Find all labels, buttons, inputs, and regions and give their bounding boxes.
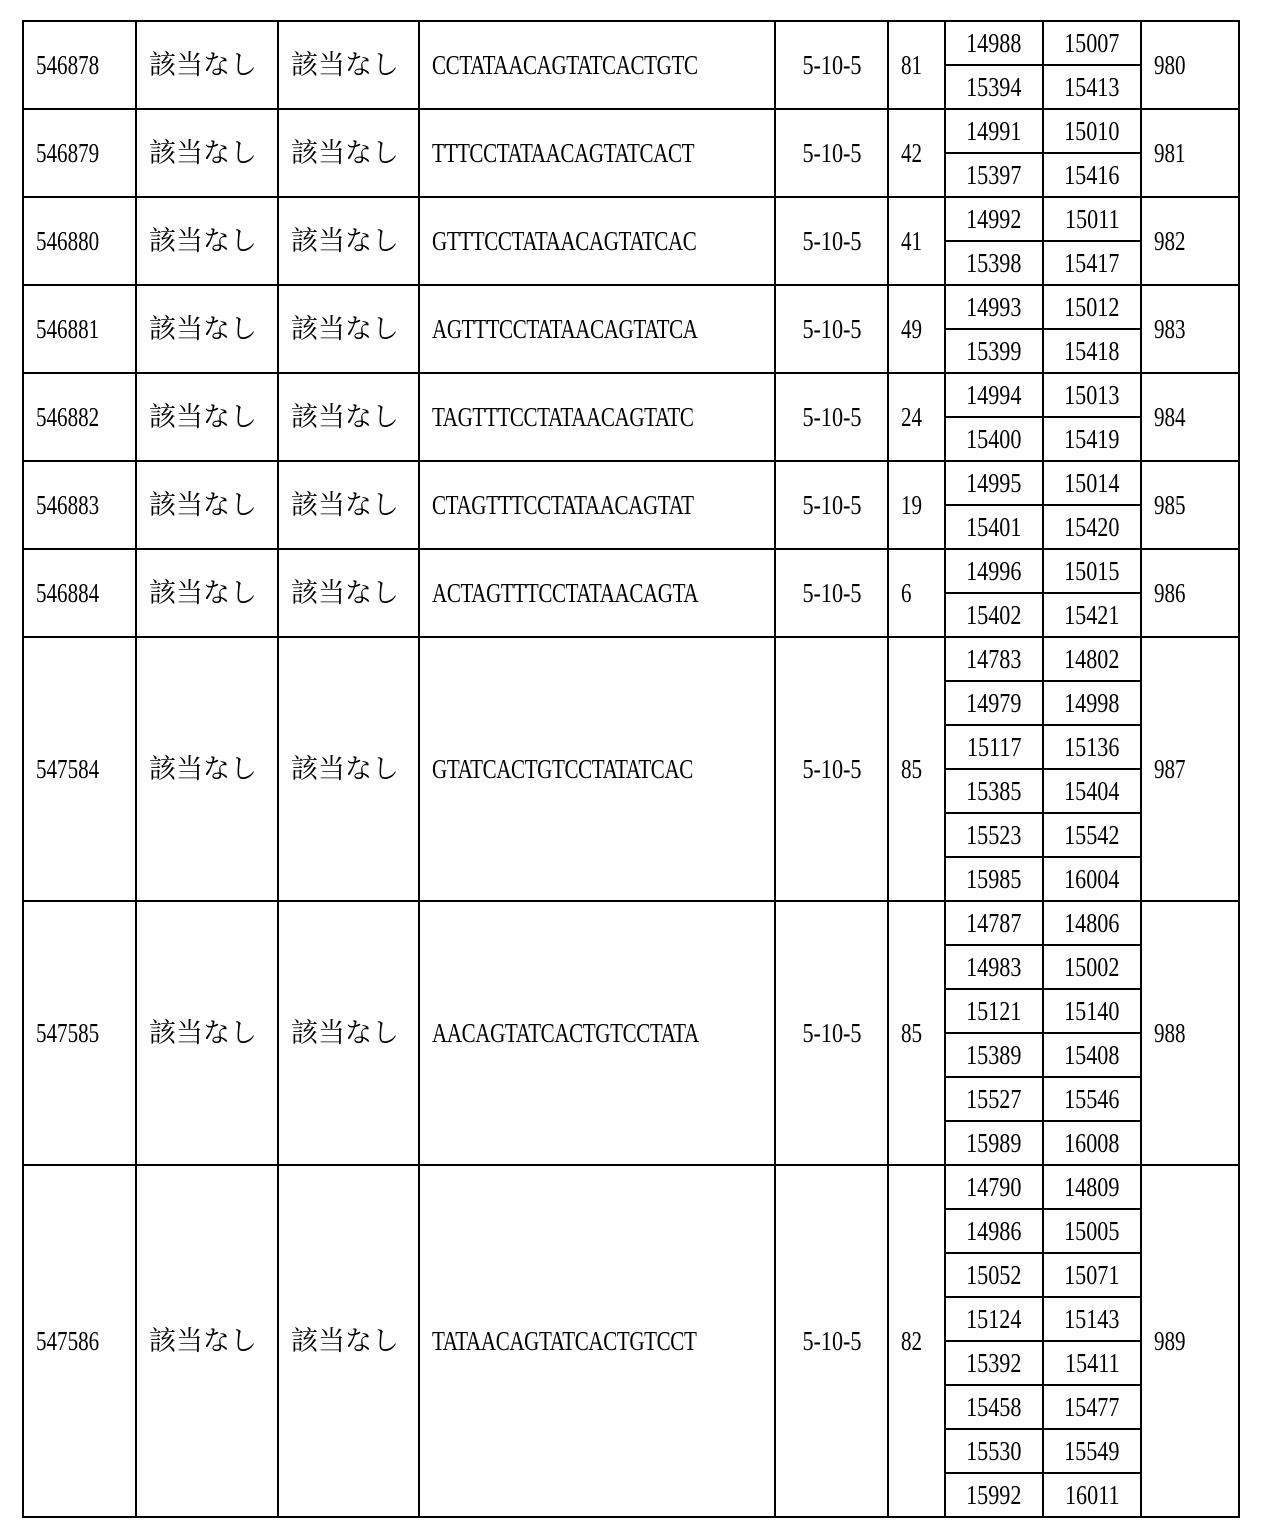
motif-cell — [775, 285, 888, 373]
seq-id-cell — [1141, 285, 1239, 373]
sequence-cell-text: CCTATAACAGTATCACTGTC — [432, 49, 698, 80]
site-start-cell-text: 15458 — [966, 1391, 1022, 1422]
start-site-cell-text: 該当なし — [149, 577, 257, 609]
site-start-cell — [945, 285, 1043, 329]
stop-site-cell — [278, 461, 419, 549]
site-stop-cell-text: 15416 — [1064, 159, 1120, 190]
sequence-cell-text: GTATCACTGTCCTATATCAC — [432, 753, 693, 784]
site-start-cell-text: 15394 — [966, 71, 1022, 102]
isis-number-cell-text: 546883 — [36, 489, 100, 520]
site-stop-cell — [1043, 901, 1141, 945]
site-start-cell-text: 15985 — [966, 863, 1022, 894]
site-start-cell — [945, 813, 1043, 857]
site-stop-cell-text: 15136 — [1064, 731, 1120, 762]
table-row — [23, 285, 1239, 329]
site-start-cell — [945, 153, 1043, 197]
inhibition-cell — [888, 21, 945, 109]
site-stop-cell-text: 15012 — [1064, 291, 1120, 322]
start-site-cell — [136, 1165, 278, 1517]
site-stop-cell — [1043, 329, 1141, 373]
site-start-cell-text: 15401 — [966, 511, 1022, 542]
motif-cell-text: 5-10-5 — [801, 401, 862, 432]
table-row — [23, 373, 1239, 417]
site-start-cell — [945, 329, 1043, 373]
isis-number-cell — [23, 285, 136, 373]
site-start-cell — [945, 21, 1043, 65]
seq-id-cell — [1141, 109, 1239, 197]
inhibition-cell — [888, 901, 945, 1165]
isis-number-cell — [23, 197, 136, 285]
site-stop-cell — [1043, 1253, 1141, 1297]
site-start-cell — [945, 637, 1043, 681]
site-start-cell-text: 14790 — [966, 1171, 1022, 1202]
start-site-cell — [136, 373, 278, 461]
seq-id-cell-text: 988 — [1154, 1017, 1186, 1048]
stop-site-cell-text: 該当なし — [291, 49, 399, 81]
site-stop-cell-text: 15542 — [1064, 819, 1120, 850]
isis-number-cell — [23, 373, 136, 461]
site-stop-cell — [1043, 417, 1141, 461]
isis-number-cell — [23, 901, 136, 1165]
site-stop-cell — [1043, 1033, 1141, 1077]
motif-cell — [775, 637, 888, 901]
site-stop-cell-text: 15411 — [1064, 1347, 1120, 1378]
start-site-cell-text: 該当なし — [149, 49, 257, 81]
start-site-cell-text: 該当なし — [149, 401, 257, 433]
seq-id-cell-text: 981 — [1154, 137, 1186, 168]
start-site-cell — [136, 461, 278, 549]
site-stop-cell — [1043, 1165, 1141, 1209]
site-stop-cell — [1043, 109, 1141, 153]
site-stop-cell — [1043, 505, 1141, 549]
site-stop-cell — [1043, 1297, 1141, 1341]
site-start-cell-text: 14988 — [966, 27, 1022, 58]
stop-site-cell-text: 該当なし — [291, 137, 399, 169]
inhibition-cell-text: 82 — [901, 1325, 923, 1356]
site-start-cell — [945, 1385, 1043, 1429]
site-stop-cell-text: 15477 — [1064, 1391, 1120, 1422]
stop-site-cell — [278, 901, 419, 1165]
start-site-cell-text: 該当なし — [149, 225, 257, 257]
site-stop-cell — [1043, 65, 1141, 109]
site-stop-cell-text: 15014 — [1064, 467, 1120, 498]
motif-cell-text: 5-10-5 — [801, 753, 862, 784]
site-stop-cell-text: 15011 — [1064, 203, 1120, 234]
isis-number-cell-text: 546884 — [36, 577, 100, 608]
inhibition-cell-text: 85 — [901, 753, 923, 784]
site-start-cell-text: 15989 — [966, 1127, 1022, 1158]
sequence-cell-text: CTAGTTTCCTATAACAGTAT — [432, 489, 694, 520]
seq-id-cell-text: 986 — [1154, 577, 1186, 608]
table-row — [23, 637, 1239, 681]
site-start-cell-text: 15399 — [966, 335, 1022, 366]
inhibition-cell-text: 24 — [901, 401, 923, 432]
stop-site-cell — [278, 109, 419, 197]
site-stop-cell-text: 15418 — [1064, 335, 1120, 366]
inhibition-cell — [888, 197, 945, 285]
seq-id-cell-text: 984 — [1154, 401, 1186, 432]
stop-site-cell — [278, 373, 419, 461]
site-start-cell-text: 14993 — [966, 291, 1022, 322]
site-start-cell-text: 15523 — [966, 819, 1022, 850]
motif-cell-text: 5-10-5 — [801, 489, 862, 520]
start-site-cell — [136, 637, 278, 901]
start-site-cell — [136, 901, 278, 1165]
site-start-cell-text: 15527 — [966, 1083, 1022, 1114]
site-start-cell — [945, 1077, 1043, 1121]
table-row — [23, 1165, 1239, 1209]
oligo-table — [22, 20, 1240, 1518]
table-row — [23, 21, 1239, 65]
site-stop-cell — [1043, 1341, 1141, 1385]
motif-cell — [775, 1165, 888, 1517]
site-start-cell-text: 15389 — [966, 1039, 1022, 1070]
site-start-cell — [945, 1209, 1043, 1253]
table-row — [23, 901, 1239, 945]
sequence-cell — [419, 1165, 775, 1517]
site-start-cell-text: 14994 — [966, 379, 1022, 410]
start-site-cell — [136, 21, 278, 109]
stop-site-cell — [278, 21, 419, 109]
site-stop-cell-text: 16004 — [1064, 863, 1120, 894]
motif-cell-text: 5-10-5 — [801, 1325, 862, 1356]
site-start-cell-text: 15117 — [966, 731, 1022, 762]
isis-number-cell-text: 547585 — [36, 1017, 100, 1048]
site-stop-cell — [1043, 637, 1141, 681]
site-start-cell-text: 14787 — [966, 907, 1022, 938]
site-start-cell — [945, 1297, 1043, 1341]
start-site-cell — [136, 109, 278, 197]
site-stop-cell-text: 14809 — [1064, 1171, 1120, 1202]
site-stop-cell-text: 15417 — [1064, 247, 1120, 278]
site-start-cell — [945, 681, 1043, 725]
sequence-cell-text: AGTTTCCTATAACAGTATCA — [432, 313, 698, 344]
site-stop-cell-text: 16011 — [1064, 1479, 1120, 1510]
sequence-cell-text: GTTTCCTATAACAGTATCAC — [432, 225, 697, 256]
site-stop-cell — [1043, 813, 1141, 857]
site-stop-cell-text: 15010 — [1064, 115, 1120, 146]
site-stop-cell — [1043, 1385, 1141, 1429]
sequence-cell-text: TATAACAGTATCACTGTCCT — [432, 1325, 697, 1356]
isis-number-cell — [23, 109, 136, 197]
isis-number-cell-text: 547584 — [36, 753, 100, 784]
sequence-cell-text: AACAGTATCACTGTCCTATA — [432, 1017, 699, 1048]
site-start-cell — [945, 989, 1043, 1033]
stop-site-cell-text: 該当なし — [291, 313, 399, 345]
stop-site-cell-text: 該当なし — [291, 225, 399, 257]
motif-cell-text: 5-10-5 — [801, 137, 862, 168]
site-start-cell — [945, 373, 1043, 417]
motif-cell-text: 5-10-5 — [801, 225, 862, 256]
site-stop-cell-text: 15404 — [1064, 775, 1120, 806]
inhibition-cell-text: 85 — [901, 1017, 923, 1048]
seq-id-cell-text: 989 — [1154, 1325, 1186, 1356]
isis-number-cell — [23, 549, 136, 637]
site-start-cell — [945, 725, 1043, 769]
stop-site-cell — [278, 285, 419, 373]
site-start-cell — [945, 241, 1043, 285]
inhibition-cell-text: 41 — [901, 225, 923, 256]
site-stop-cell-text: 14998 — [1064, 687, 1120, 718]
site-stop-cell — [1043, 769, 1141, 813]
site-start-cell — [945, 901, 1043, 945]
site-stop-cell — [1043, 241, 1141, 285]
seq-id-cell — [1141, 197, 1239, 285]
inhibition-cell — [888, 285, 945, 373]
seq-id-cell-text: 982 — [1154, 225, 1186, 256]
site-stop-cell — [1043, 197, 1141, 241]
stop-site-cell — [278, 1165, 419, 1517]
site-start-cell-text: 15392 — [966, 1347, 1022, 1378]
site-stop-cell-text: 15015 — [1064, 555, 1120, 586]
inhibition-cell — [888, 637, 945, 901]
site-start-cell — [945, 197, 1043, 241]
site-stop-cell-text: 15421 — [1064, 599, 1120, 630]
motif-cell — [775, 21, 888, 109]
site-stop-cell — [1043, 21, 1141, 65]
site-start-cell — [945, 769, 1043, 813]
site-start-cell — [945, 857, 1043, 901]
inhibition-cell — [888, 1165, 945, 1517]
site-start-cell-text: 14986 — [966, 1215, 1022, 1246]
seq-id-cell — [1141, 549, 1239, 637]
site-stop-cell — [1043, 857, 1141, 901]
site-stop-cell-text: 15420 — [1064, 511, 1120, 542]
motif-cell-text: 5-10-5 — [801, 577, 862, 608]
site-stop-cell-text: 15002 — [1064, 951, 1120, 982]
sequence-cell-text: ACTAGTTTCCTATAACAGTA — [432, 577, 699, 608]
site-start-cell — [945, 1429, 1043, 1473]
start-site-cell — [136, 197, 278, 285]
motif-cell-text: 5-10-5 — [801, 49, 862, 80]
start-site-cell — [136, 549, 278, 637]
site-stop-cell-text: 15419 — [1064, 423, 1120, 454]
site-start-cell — [945, 1165, 1043, 1209]
site-start-cell-text: 15385 — [966, 775, 1022, 806]
motif-cell — [775, 461, 888, 549]
site-start-cell-text: 15402 — [966, 599, 1022, 630]
seq-id-cell — [1141, 1165, 1239, 1517]
sequence-cell — [419, 109, 775, 197]
isis-number-cell — [23, 637, 136, 901]
site-stop-cell-text: 15413 — [1064, 71, 1120, 102]
site-start-cell-text: 14992 — [966, 203, 1022, 234]
site-stop-cell — [1043, 1429, 1141, 1473]
stop-site-cell-text: 該当なし — [291, 577, 399, 609]
site-stop-cell — [1043, 593, 1141, 637]
site-start-cell-text: 15398 — [966, 247, 1022, 278]
site-start-cell-text: 15397 — [966, 159, 1022, 190]
site-stop-cell-text: 15013 — [1064, 379, 1120, 410]
table-row — [23, 109, 1239, 153]
table-row — [23, 197, 1239, 241]
site-start-cell-text: 14991 — [966, 115, 1022, 146]
motif-cell — [775, 197, 888, 285]
site-start-cell-text: 14983 — [966, 951, 1022, 982]
stop-site-cell-text: 該当なし — [291, 1017, 399, 1049]
inhibition-cell-text: 19 — [901, 489, 923, 520]
site-stop-cell — [1043, 681, 1141, 725]
seq-id-cell-text: 987 — [1154, 753, 1186, 784]
site-stop-cell-text: 15071 — [1064, 1259, 1120, 1290]
sequence-cell — [419, 461, 775, 549]
site-start-cell — [945, 505, 1043, 549]
start-site-cell-text: 該当なし — [149, 753, 257, 785]
sequence-cell — [419, 197, 775, 285]
site-start-cell — [945, 1121, 1043, 1165]
isis-number-cell-text: 546880 — [36, 225, 100, 256]
start-site-cell-text: 該当なし — [149, 137, 257, 169]
site-start-cell-text: 15052 — [966, 1259, 1022, 1290]
site-start-cell — [945, 461, 1043, 505]
start-site-cell-text: 該当なし — [149, 1325, 257, 1357]
site-stop-cell-text: 14806 — [1064, 907, 1120, 938]
site-stop-cell — [1043, 461, 1141, 505]
site-stop-cell — [1043, 1121, 1141, 1165]
site-stop-cell-text: 14802 — [1064, 643, 1120, 674]
sequence-cell — [419, 21, 775, 109]
site-stop-cell — [1043, 725, 1141, 769]
site-start-cell — [945, 1033, 1043, 1077]
site-start-cell-text: 15121 — [966, 995, 1022, 1026]
seq-id-cell-text: 985 — [1154, 489, 1186, 520]
site-stop-cell — [1043, 285, 1141, 329]
site-start-cell — [945, 65, 1043, 109]
seq-id-cell — [1141, 21, 1239, 109]
table-row — [23, 549, 1239, 593]
isis-number-cell — [23, 1165, 136, 1517]
sequence-cell — [419, 901, 775, 1165]
site-stop-cell — [1043, 549, 1141, 593]
site-start-cell-text: 15124 — [966, 1303, 1022, 1334]
site-start-cell-text: 15992 — [966, 1479, 1022, 1510]
stop-site-cell — [278, 549, 419, 637]
motif-cell-text: 5-10-5 — [801, 313, 862, 344]
inhibition-cell — [888, 461, 945, 549]
inhibition-cell — [888, 549, 945, 637]
site-stop-cell-text: 15140 — [1064, 995, 1120, 1026]
site-start-cell-text: 15400 — [966, 423, 1022, 454]
site-start-cell-text: 14996 — [966, 555, 1022, 586]
site-stop-cell — [1043, 945, 1141, 989]
seq-id-cell — [1141, 637, 1239, 901]
stop-site-cell-text: 該当なし — [291, 489, 399, 521]
seq-id-cell-text: 980 — [1154, 49, 1186, 80]
isis-number-cell — [23, 461, 136, 549]
site-start-cell-text: 15530 — [966, 1435, 1022, 1466]
stop-site-cell-text: 該当なし — [291, 1325, 399, 1357]
seq-id-cell — [1141, 373, 1239, 461]
site-start-cell-text: 14979 — [966, 687, 1022, 718]
site-stop-cell — [1043, 153, 1141, 197]
seq-id-cell — [1141, 901, 1239, 1165]
inhibition-cell-text: 49 — [901, 313, 923, 344]
site-start-cell-text: 14995 — [966, 467, 1022, 498]
site-stop-cell-text: 15546 — [1064, 1083, 1120, 1114]
seq-id-cell — [1141, 461, 1239, 549]
site-start-cell — [945, 417, 1043, 461]
site-stop-cell — [1043, 373, 1141, 417]
sequence-cell — [419, 549, 775, 637]
stop-site-cell — [278, 637, 419, 901]
start-site-cell-text: 該当なし — [149, 313, 257, 345]
sequence-cell — [419, 637, 775, 901]
site-stop-cell-text: 15005 — [1064, 1215, 1120, 1246]
isis-number-cell-text: 546882 — [36, 401, 100, 432]
sequence-cell-text: TAGTTTCCTATAACAGTATC — [432, 401, 694, 432]
site-stop-cell-text: 15549 — [1064, 1435, 1120, 1466]
stop-site-cell-text: 該当なし — [291, 401, 399, 433]
motif-cell — [775, 549, 888, 637]
site-start-cell-text: 14783 — [966, 643, 1022, 674]
site-start-cell — [945, 1253, 1043, 1297]
isis-number-cell-text: 546881 — [36, 313, 100, 344]
inhibition-cell — [888, 109, 945, 197]
site-start-cell — [945, 549, 1043, 593]
sequence-cell — [419, 373, 775, 461]
site-start-cell — [945, 593, 1043, 637]
inhibition-cell-text: 42 — [901, 137, 923, 168]
site-stop-cell — [1043, 1209, 1141, 1253]
site-stop-cell — [1043, 1473, 1141, 1517]
stop-site-cell-text: 該当なし — [291, 753, 399, 785]
stop-site-cell — [278, 197, 419, 285]
inhibition-cell — [888, 373, 945, 461]
motif-cell — [775, 109, 888, 197]
site-start-cell — [945, 1473, 1043, 1517]
site-stop-cell-text: 15408 — [1064, 1039, 1120, 1070]
sequence-cell-text: TTTCCTATAACAGTATCACT — [432, 137, 695, 168]
isis-number-cell-text: 547586 — [36, 1325, 100, 1356]
site-stop-cell — [1043, 1077, 1141, 1121]
start-site-cell-text: 該当なし — [149, 1017, 257, 1049]
motif-cell — [775, 901, 888, 1165]
motif-cell — [775, 373, 888, 461]
inhibition-cell-text: 81 — [901, 49, 923, 80]
isis-number-cell — [23, 21, 136, 109]
site-stop-cell-text: 15007 — [1064, 27, 1120, 58]
isis-number-cell-text: 546878 — [36, 49, 100, 80]
site-stop-cell-text: 16008 — [1064, 1127, 1120, 1158]
site-start-cell — [945, 109, 1043, 153]
site-stop-cell-text: 15143 — [1064, 1303, 1120, 1334]
isis-number-cell-text: 546879 — [36, 137, 100, 168]
inhibition-cell-text: 6 — [901, 577, 912, 608]
start-site-cell-text: 該当なし — [149, 489, 257, 521]
site-stop-cell — [1043, 989, 1141, 1033]
table-row — [23, 461, 1239, 505]
site-start-cell — [945, 945, 1043, 989]
sequence-cell — [419, 285, 775, 373]
site-start-cell — [945, 1341, 1043, 1385]
start-site-cell — [136, 285, 278, 373]
seq-id-cell-text: 983 — [1154, 313, 1186, 344]
motif-cell-text: 5-10-5 — [801, 1017, 862, 1048]
